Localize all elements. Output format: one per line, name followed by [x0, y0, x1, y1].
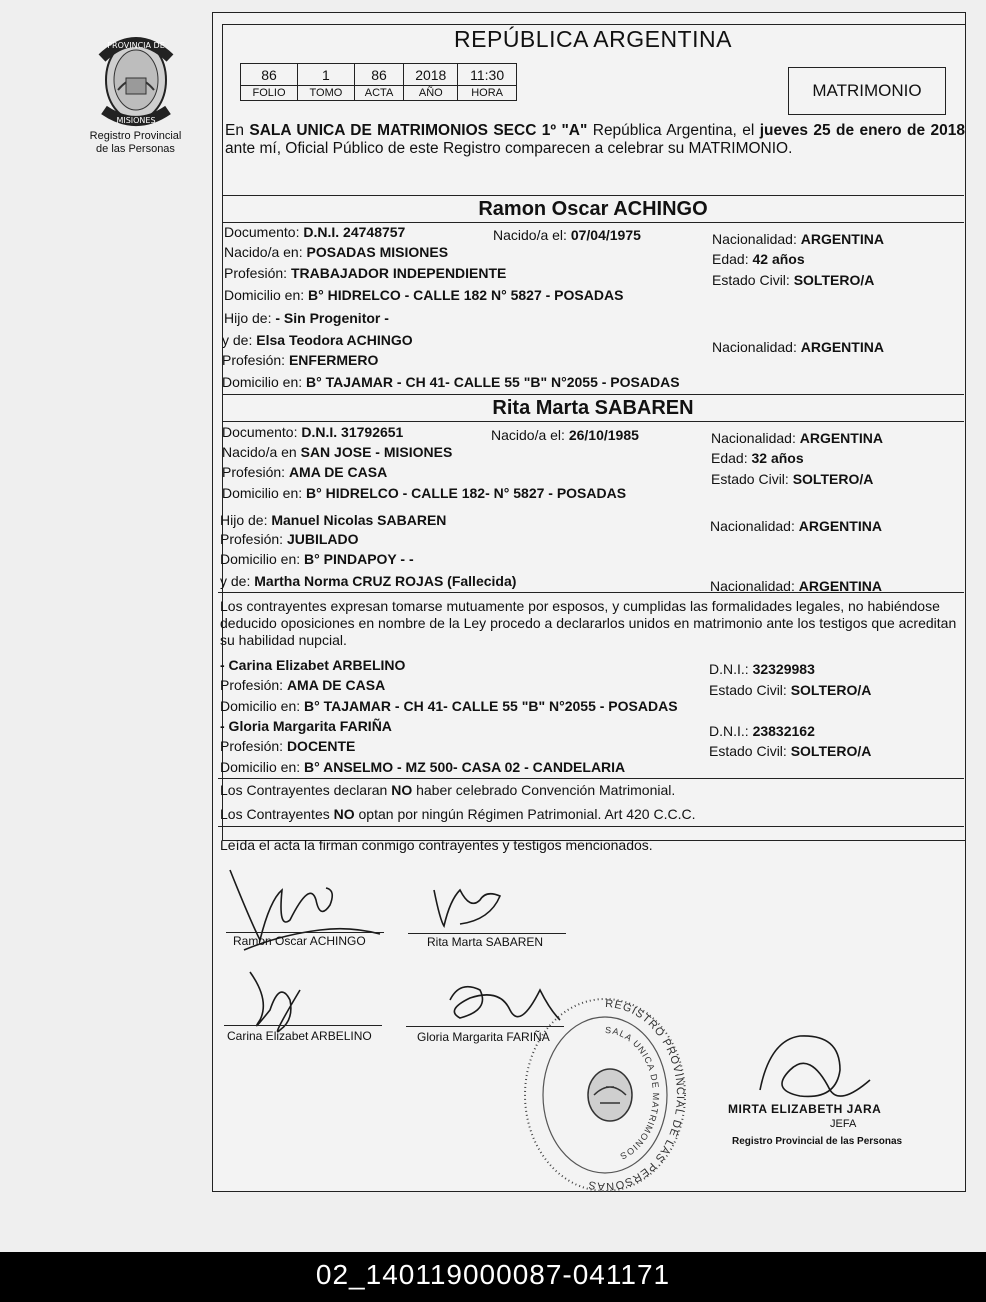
officer-office: Registro Provincial de las Personas	[732, 1136, 903, 1147]
home-label: Domicilio en:	[220, 759, 305, 775]
mother-value: Martha Norma CRUZ ROJAS (Fallecida)	[254, 573, 517, 589]
doc-value: D.N.I. 24748757	[303, 224, 406, 240]
spouse2-father-profession	[220, 530, 359, 548]
section-divider	[218, 592, 964, 593]
age-label: Edad:	[711, 450, 752, 466]
convention-text: haber celebrado Convención Matrimonial.	[412, 782, 676, 798]
hora-value: 11:30	[458, 64, 517, 86]
nat-value: ARGENTINA	[800, 339, 884, 355]
registry-labels-row	[241, 86, 517, 101]
officer-name: MIRTA ELIZABETH JARA	[728, 1102, 882, 1116]
job-label: Profesión:	[222, 352, 289, 368]
civil-value: SOLTERO/A	[792, 471, 874, 487]
intro-place: SALA UNICA DE MATRIMONIOS SECC 1º "A"	[249, 122, 588, 139]
spouse2-civil-status	[711, 470, 873, 488]
spouse1-father	[224, 309, 389, 327]
witness1-profession	[220, 676, 385, 694]
regime-statement	[220, 805, 695, 823]
witness2-profession	[220, 737, 355, 755]
stamp-inner-text: SALA UNICA DE MATRIMONIOS	[604, 1024, 662, 1162]
mother-label: y de:	[220, 573, 255, 589]
civil-value: SOLTERO/A	[793, 272, 875, 288]
spouse1-mother	[222, 331, 413, 349]
read-and-sign-statement: Leída el acta la firman conmigo contrayentes y testigos mencionados.	[220, 837, 653, 853]
signature-name-2: Rita Marta SABAREN	[427, 935, 544, 949]
civil-label: Estado Civil:	[709, 682, 791, 698]
intro-text-3: ante mí, Oficial Público de este Registro comparecen a celebrar su MATRIMONIO.	[225, 140, 793, 157]
declaration-paragraph: Los contrayentes expresan tomarse mutuamente por esposos, y cumplidas las formalidades legales, no habiéndose deducido oposiciones en nombre de la Ley procedo a declararlos unidos en matrimonio ante los testigos que acreditan su habilidad nupcial.	[220, 598, 957, 648]
doc-value: D.N.I. 31792651	[301, 424, 404, 440]
dni-value: 32329983	[752, 661, 815, 677]
job-value: TRABAJADOR INDEPENDIENTE	[290, 265, 507, 281]
mother-label: y de:	[222, 332, 257, 348]
svg-text:PROVINCIA DE: PROVINCIA DE	[106, 41, 165, 50]
intro-text-1: En	[225, 122, 250, 139]
hora-label: HORA	[458, 86, 517, 101]
dni-value: 23832162	[752, 723, 815, 739]
spouse1-mother-nationality	[712, 338, 884, 356]
doc-label: Documento:	[222, 424, 302, 440]
job-value: JUBILADO	[286, 531, 359, 547]
regime-text: Los Contrayentes	[220, 806, 334, 822]
job-label: Profesión:	[220, 531, 287, 547]
witness2-home	[220, 758, 625, 776]
spouse2-father	[220, 511, 446, 529]
born-date-value: 26/10/1985	[568, 427, 639, 443]
tomo-label: TOMO	[298, 86, 355, 101]
spouse2-home	[222, 484, 626, 502]
born-place-value: POSADAS MISIONES	[306, 244, 449, 260]
signature-name-4: Gloria Margarita FARIÑA	[417, 1030, 550, 1044]
signature-line	[224, 1025, 382, 1026]
witness1-civil-status	[709, 681, 871, 699]
civil-value: SOLTERO/A	[790, 743, 872, 759]
father-label: Hijo de:	[224, 310, 276, 326]
home-value: B° ANSELMO - MZ 500- CASA 02 - CANDELARIA	[304, 759, 626, 775]
intro-paragraph	[225, 122, 965, 158]
job-value: DOCENTE	[286, 738, 356, 754]
nat-label: Nacionalidad:	[710, 578, 799, 594]
registry-logo	[78, 28, 193, 156]
witness2-civil-status	[709, 742, 871, 760]
witness2-dni	[709, 722, 815, 740]
spouse1-nationality	[712, 230, 884, 248]
born-place-label: Nacido/a en:	[224, 244, 307, 260]
dni-label: D.N.I.:	[709, 661, 753, 677]
tomo-value: 1	[298, 64, 355, 86]
signature-line	[408, 933, 566, 934]
regime-no: NO	[333, 806, 355, 822]
folio-value: 86	[241, 64, 298, 86]
folio-label: FOLIO	[241, 86, 298, 101]
act-type-box: MATRIMONIO	[788, 67, 946, 115]
witness-name: - Carina Elizabet ARBELINO	[220, 657, 406, 673]
signature-name-1: Ramon Oscar ACHINGO	[233, 934, 366, 948]
signature-name-3: Carina Elizabet ARBELINO	[227, 1029, 372, 1043]
nat-label: Nacionalidad:	[712, 231, 801, 247]
nat-value: ARGENTINA	[800, 231, 884, 247]
signature-ramon	[230, 870, 332, 940]
born-date-label: Nacido/a el:	[493, 227, 571, 243]
regime-text: optan por ningún Régimen Patrimonial. Art 420 C.C.C.	[354, 806, 696, 822]
nat-value: ARGENTINA	[799, 430, 883, 446]
registry-table	[240, 63, 517, 101]
signature-line	[226, 932, 384, 933]
witness1-home	[220, 697, 678, 715]
spouse2-doc	[222, 423, 403, 441]
job-value: AMA DE CASA	[288, 464, 388, 480]
spouse1-age	[712, 250, 805, 268]
age-value: 42 años	[752, 251, 805, 267]
spouse1-profession	[224, 264, 506, 282]
spouse2-age	[711, 449, 804, 467]
nat-value: ARGENTINA	[798, 518, 882, 534]
home-label: Domicilio en:	[220, 698, 305, 714]
intro-date: jueves 25 de enero de 2018	[759, 122, 965, 139]
acta-label: ACTA	[354, 86, 404, 101]
home-value: B° TAJAMAR - CH 41- CALLE 55 "B" N°2055 - POSADAS	[306, 374, 680, 390]
spouse1-home	[224, 286, 623, 304]
signature-carina	[250, 972, 300, 1032]
age-value: 32 años	[751, 450, 804, 466]
section-divider	[218, 826, 964, 827]
spouse2-name: Rita Marta SABAREN	[222, 394, 964, 422]
job-value: AMA DE CASA	[286, 677, 386, 693]
spouse1-born-place	[224, 243, 448, 261]
spouse2-mother	[220, 572, 516, 590]
job-label: Profesión:	[222, 464, 289, 480]
spouse1-mother-home	[222, 373, 680, 391]
anio-label: AÑO	[404, 86, 458, 101]
home-label: Domicilio en:	[222, 374, 307, 390]
civil-value: SOLTERO/A	[790, 682, 872, 698]
spouse1-mother-profession	[222, 351, 378, 369]
age-label: Edad:	[712, 251, 753, 267]
stamp-emblem-icon	[588, 1069, 632, 1121]
anio-value: 2018	[404, 64, 458, 86]
logo-caption-line2: de las Personas	[96, 143, 175, 155]
witness-name: - Gloria Margarita FARIÑA	[220, 718, 392, 734]
spouse2-profession	[222, 463, 387, 481]
civil-label: Estado Civil:	[709, 743, 791, 759]
job-label: Profesión:	[220, 738, 287, 754]
officer-signature	[740, 1030, 880, 1110]
doc-label: Documento:	[224, 224, 304, 240]
civil-label: Estado Civil:	[711, 471, 793, 487]
home-value: B° PINDAPOY - -	[304, 551, 414, 567]
nat-value: ARGENTINA	[798, 578, 882, 594]
nat-label: Nacionalidad:	[711, 430, 800, 446]
witness2-name	[220, 717, 392, 735]
official-stamp	[520, 995, 690, 1195]
convention-statement	[220, 781, 675, 799]
officer-role: JEFA	[830, 1118, 857, 1130]
logo-caption-line1: Registro Provincial	[89, 130, 182, 142]
witness1-name	[220, 656, 405, 674]
born-place-label: Nacido/a en	[222, 444, 301, 460]
home-value: B° TAJAMAR - CH 41- CALLE 55 "B" N°2055 - POSADAS	[304, 698, 678, 714]
home-label: Domicilio en:	[220, 551, 305, 567]
spouse1-born-date	[493, 226, 641, 244]
civil-label: Estado Civil:	[712, 272, 794, 288]
father-value: - Sin Progenitor -	[275, 310, 389, 326]
spouse2-born-place	[222, 443, 452, 461]
job-label: Profesión:	[220, 677, 287, 693]
spouse2-father-nationality	[710, 517, 882, 535]
home-value: B° HIDRELCO - CALLE 182- N° 5827 - POSADAS	[306, 485, 627, 501]
born-date-label: Nacido/a el:	[491, 427, 569, 443]
intro-text-2: República Argentina, el	[587, 122, 760, 139]
svg-text:MISIONES: MISIONES	[115, 116, 156, 125]
acta-value: 86	[354, 64, 404, 86]
mother-value: Elsa Teodora ACHINGO	[256, 332, 413, 348]
spouse1-civil-status	[712, 271, 874, 289]
document-id-footer: 02_140119000087-041171	[0, 1252, 986, 1302]
registry-values-row	[241, 64, 517, 86]
signature-rita	[434, 890, 500, 926]
home-value: B° HIDRELCO - CALLE 182 N° 5827 - POSADAS	[308, 287, 624, 303]
stamp-ring-text: REGISTRO PROVINCIAL DE LAS PERSONAS	[586, 997, 687, 1193]
witness1-dni	[709, 660, 815, 678]
province-shield-icon	[90, 28, 182, 128]
logo-caption	[78, 130, 193, 156]
job-value: ENFERMERO	[288, 352, 379, 368]
spouse2-nationality	[711, 429, 883, 447]
born-place-value: SAN JOSE - MISIONES	[300, 444, 453, 460]
father-label: Hijo de:	[220, 512, 272, 528]
home-label: Domicilio en:	[224, 287, 309, 303]
dni-label: D.N.I.:	[709, 723, 753, 739]
convention-text: Los Contrayentes declaran	[220, 782, 392, 798]
job-label: Profesión:	[224, 265, 291, 281]
nat-label: Nacionalidad:	[712, 339, 801, 355]
convention-no: NO	[391, 782, 413, 798]
spouse1-doc	[224, 223, 405, 241]
nat-label: Nacionalidad:	[710, 518, 799, 534]
born-date-value: 07/04/1975	[570, 227, 641, 243]
home-label: Domicilio en:	[222, 485, 307, 501]
section-divider	[218, 778, 964, 779]
father-value: Manuel Nicolas SABAREN	[271, 512, 447, 528]
spouse1-name: Ramon Oscar ACHINGO	[222, 195, 964, 223]
page-title: REPÚBLICA ARGENTINA	[454, 26, 732, 52]
spouse2-born-date	[491, 426, 639, 444]
spouse2-father-home	[220, 550, 414, 568]
